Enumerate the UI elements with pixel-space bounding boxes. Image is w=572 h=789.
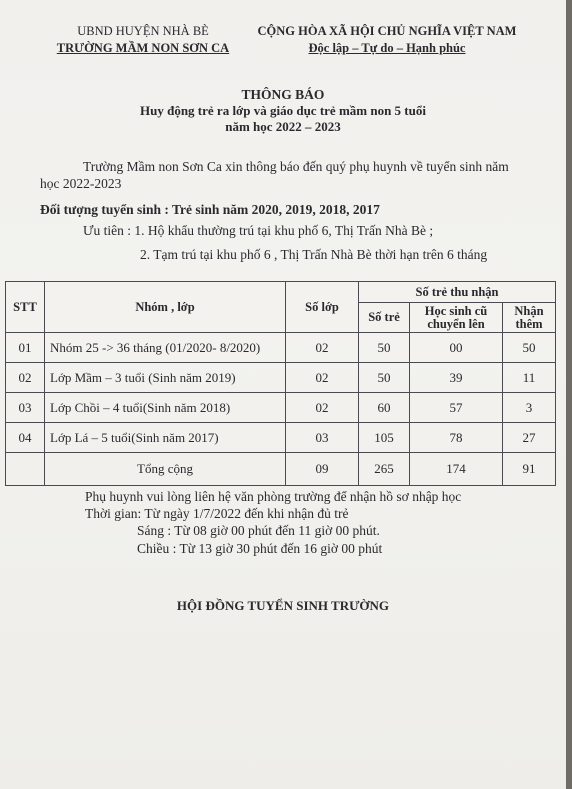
header-received: Số trẻ thu nhận [359, 282, 556, 303]
document-title: THÔNG BÁO [241, 87, 325, 102]
table-row [6, 333, 556, 363]
row-new: 50 [503, 333, 556, 363]
table-row [6, 423, 556, 453]
time-note: Thời gian: Từ ngày 1/7/2022 đến khi nhận đủ trẻ [85, 506, 349, 521]
row-stt: 02 [6, 363, 45, 393]
intro-line-2: học 2022-2023 [40, 176, 122, 191]
total-label: Tổng cộng [45, 453, 286, 486]
motto: Độc lập – Tự do – Hạnh phúc [308, 41, 466, 55]
row-old: 78 [410, 423, 503, 453]
row-group: Lớp Mầm – 3 tuổi (Sinh năm 2019) [45, 363, 286, 393]
header-stt: STT [6, 282, 45, 333]
morning-hours: Sáng : Từ 08 giờ 00 phút đến 11 giờ 00 phút. [137, 523, 380, 538]
total-classes: 09 [286, 453, 359, 486]
table-row [6, 393, 556, 423]
header-new [503, 303, 556, 333]
document-subtitle: Huy động trẻ ra lớp và giáo dục trẻ mầm non 5 tuổi [140, 103, 426, 118]
row-classes: 02 [286, 333, 359, 363]
national-motto-block [247, 23, 527, 57]
district-name: UBND HUYỆN NHÀ BÈ [77, 24, 209, 38]
row-old: 00 [410, 333, 503, 363]
header-children: Số trẻ [359, 303, 410, 333]
row-new: 3 [503, 393, 556, 423]
total-children: 265 [359, 453, 410, 486]
table-row [6, 363, 556, 393]
header-old-students [410, 303, 503, 333]
row-children: 105 [359, 423, 410, 453]
table-total-row [6, 453, 556, 486]
header-group: Nhóm , lớp [45, 282, 286, 333]
total-old: 174 [410, 453, 503, 486]
row-group: Nhóm 25 -> 36 tháng (01/2020- 8/2020) [45, 333, 286, 363]
priority-line-2: 2. Tạm trú tại khu phố 6 , Thị Trấn Nhà Bè thời hạn trên 6 tháng [140, 247, 488, 262]
total-stt-empty [6, 453, 45, 486]
header-old-students-line-2: chuyển lên [427, 316, 485, 331]
total-new: 91 [503, 453, 556, 486]
row-new: 27 [503, 423, 556, 453]
school-name: TRƯỜNG MẦM NON SƠN CA [56, 41, 230, 55]
row-old: 57 [410, 393, 503, 423]
enrollment-target: Đối tượng tuyển sinh : Trẻ sinh năm 2020, 2019, 2018, 2017 [40, 202, 380, 217]
country-name: CỘNG HÒA XÃ HỘI CHỦ NGHĨA VIỆT NAM [257, 24, 517, 38]
row-children: 50 [359, 363, 410, 393]
row-stt: 04 [6, 423, 45, 453]
row-classes: 03 [286, 423, 359, 453]
row-group: Lớp Chồi – 4 tuổi(Sinh năm 2018) [45, 393, 286, 423]
enrollment-table [5, 281, 556, 486]
row-old: 39 [410, 363, 503, 393]
priority-line-1: Ưu tiên : 1. Hộ khẩu thường trú tại khu phố 6, Thị Trấn Nhà Bè ; [83, 223, 434, 238]
header-new-line-1: Nhận [514, 303, 544, 318]
header-new-line-2: thêm [515, 316, 543, 331]
row-new: 11 [503, 363, 556, 393]
issuer-block [18, 23, 268, 57]
row-children: 60 [359, 393, 410, 423]
intro-line-1: Trường Mầm non Sơn Ca xin thông báo đến quý phụ huynh về tuyển sinh năm [83, 159, 509, 174]
row-stt: 03 [6, 393, 45, 423]
signature-title: HỘI ĐỒNG TUYỂN SINH TRƯỜNG [176, 598, 390, 613]
contact-note: Phụ huynh vui lòng liên hệ văn phòng trường để nhận hồ sơ nhập học [85, 489, 462, 504]
row-group: Lớp Lá – 5 tuổi(Sinh năm 2017) [45, 423, 286, 453]
school-year: năm học 2022 – 2023 [225, 119, 341, 134]
header-old-students-line-1: Học sinh cũ [424, 303, 488, 318]
row-classes: 02 [286, 363, 359, 393]
row-stt: 01 [6, 333, 45, 363]
header-classes: Số lớp [286, 282, 359, 333]
row-classes: 02 [286, 393, 359, 423]
row-children: 50 [359, 333, 410, 363]
afternoon-hours: Chiều : Từ 13 giờ 30 phút đến 16 giờ 00 phút [137, 541, 383, 556]
